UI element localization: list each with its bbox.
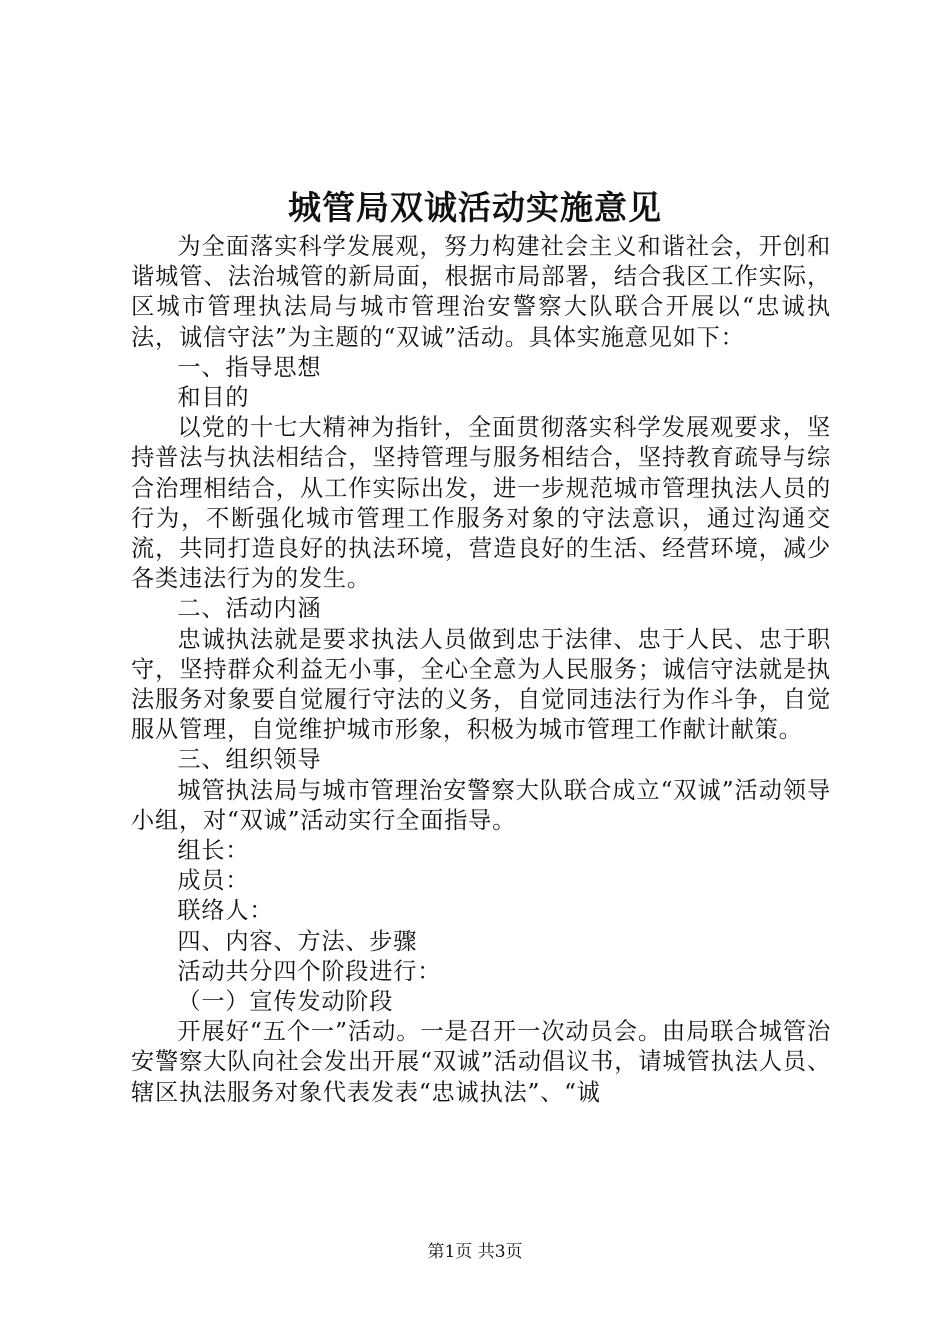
heading-content-methods-steps: 四、内容、方法、步骤 xyxy=(177,927,418,955)
page-footer: 第1页 共3页 xyxy=(427,1242,523,1262)
document-body xyxy=(131,232,831,1108)
heading-organization: 三、组织领导 xyxy=(177,746,322,774)
paragraph-intro: 为全面落实科学发展观，努力构建社会主义和谐社会，开创和谐城管、法治城管的新局面，根据市局部署，结合我区工作实际，区城市管理执法局与城市管理治安警察大队联合开展以“忠诚执法，诚信守法”为主题的“双诚”活动。具体实施意见如下： xyxy=(131,233,831,351)
document-title: 城管局双诚活动实施意见 xyxy=(288,188,662,227)
line-members: 成员： xyxy=(177,867,250,895)
paragraph-stage-one: 开展好“五个一”活动。一是召开一次动员会。由局联合城管治安警察大队向社会发出开展“双诚”活动倡议书，请城管执法人员、辖区执法服务对象代表发表“忠诚执法”、“诚 xyxy=(131,1018,831,1106)
heading-guiding-thought: 一、指导思想 xyxy=(177,353,322,381)
paragraph-guiding-thought: 以党的十七大精神为指针，全面贯彻落实科学发展观要求，坚持普法与执法相结合，坚持管理与服务相结合，坚持教育疏导与综合治理相结合，从工作实际出发，进一步规范城市管理执法人员的行为，不断强化城市管理工作服务对象的守法意识，通过沟通交流，共同打造良好的执法环境，营造良好的生活、经营环境，减少各类违法行为的发生。 xyxy=(131,414,831,593)
line-four-stages: 活动共分四个阶段进行： xyxy=(177,957,442,985)
paragraph-organization: 城管执法局与城市管理治安警察大队联合成立“双诚”活动领导小组，对“双诚”活动实行全面指导。 xyxy=(131,776,831,834)
heading-and-purpose: 和目的 xyxy=(177,384,250,412)
heading-activity-meaning: 二、活动内涵 xyxy=(177,595,322,623)
line-group-leader: 组长： xyxy=(177,837,250,865)
line-contact-person: 联络人： xyxy=(177,897,274,925)
heading-stage-one: （一）宣传发动阶段 xyxy=(177,988,394,1016)
paragraph-activity-meaning: 忠诚执法就是要求执法人员做到忠于法律、忠于人民、忠于职守，坚持群众利益无小事，全心全意为人民服务；诚信守法就是执法服务对象要自觉履行守法的义务，自觉同违法行为作斗争，自觉服从管理，自觉维护城市形象，积极为城市管理工作献计献策。 xyxy=(131,625,831,744)
